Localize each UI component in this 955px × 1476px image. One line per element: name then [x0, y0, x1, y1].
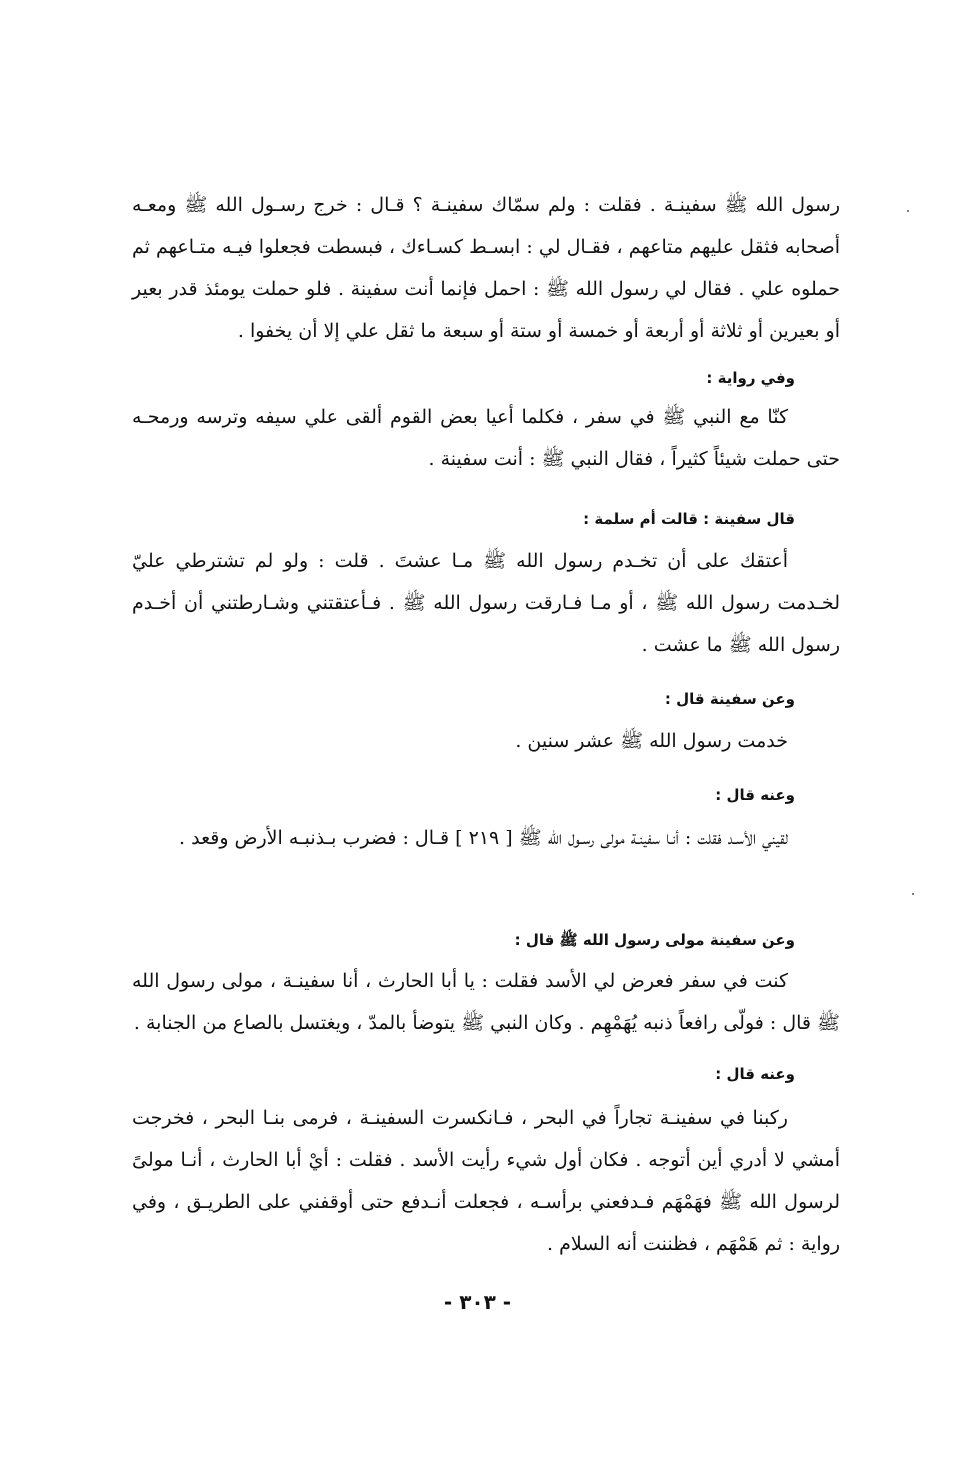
body-text: أعتقك على أن تخـدم رسول الله ﷺ مـا عشتَ . قلت : ولو لم تشترطي عليّ لخـدمت رسول الله ﷺ ، أو مـا فـارقت رسول الله ﷺ . فـأعتقتني وشـارطتني أن أخـدم رسول الله ﷺ ما عشت .: [132, 550, 840, 656]
paragraph-2: [132, 396, 840, 480]
section-heading: قال سفينة : قالت أم سلمة :: [583, 510, 795, 528]
body-text: ركبنا في سفينـة تجاراً في البحر ، فـانكسرت السفينـة ، فرمى بنـا البحر ، فخرجت أمشي لا أدري أين أتوجه . فكان أول شيء رأيت الأسد . فقلت : أيْ أبا الحارث ، أنـا مولىً لرسول الله ﷺ فهَمْهَم فـدفعني برأسـه ، فجعلت أنـدفع حتى أوقفني على الطريـق ، وفي رواية : ثم هَمْهَم ، فظننت أنه السلام .: [132, 1107, 840, 1255]
heading-safina-qal: [132, 688, 840, 710]
paragraph-1: [132, 184, 840, 352]
section-heading: وعنه قال :: [715, 786, 795, 804]
body-text: لقيني الأسـد فقلت : أنـا سفينـة مولى رسـول الله ﷺ [ ٢١٩ ] قـال : فضرب بـذنبـه الأرض وقعد .: [179, 827, 788, 849]
paragraph-6: [132, 960, 840, 1044]
heading-wa-anhu-qal-2: [132, 1063, 840, 1085]
heading-mawla: [132, 929, 840, 951]
heading-wa-fi-riwaya: [132, 367, 840, 389]
body-text: رسول الله ﷺ سفينـة . فقلت : ولم سمّاك سفينـة ؟ قـال : خرج رسـول الله ﷺ ومعـه أصحابه فثقل عليهم متاعهم ، فقـال لي : ابسـط كسـاءك ، فبسطت فجعلوا فيـه متـاعهم ثم حملوه علي . فقال لي رسول الله ﷺ : احمل فإنما أنت سفينة . فلو حملت يومئذ قدر بعير أو بعيرين أو ثلاثة أو أربعة أو خمسة أو ستة أو سبعة ما ثقل علي إلا أن يخفوا .: [132, 194, 841, 342]
heading-wa-anhu-qal-1: [132, 784, 840, 806]
body-text: خدمت رسول الله ﷺ عشر سنين .: [515, 730, 788, 752]
paragraph-3: [132, 540, 840, 666]
body-text: كنّا مع النبي ﷺ في سفر ، فكلما أعيا بعض القوم ألقى علي سيفه وترسه ورمحـه حتى حملت شيئاً كثيراً ، فقال النبي ﷺ : أنت سفينة .: [132, 406, 840, 470]
page-number: - ٣٠٣ -: [443, 1290, 512, 1314]
section-heading: وعنه قال :: [715, 1065, 795, 1083]
scan-speck: [912, 893, 914, 895]
scan-speck: [907, 210, 909, 212]
paragraph-4: [132, 720, 840, 762]
body-text: كنت في سفر فعرض لي الأسد فقلت : يا أبا الحارث ، أنا سفينـة ، مولى رسول الله ﷺ قال : فولّى رافعاً ذنبه يُهَمْهِم . وكان النبي ﷺ يتوضأ بالمدّ ، ويغتسل بالصاع من الجنابة .: [132, 970, 840, 1034]
heading-umm-salama: [132, 508, 840, 530]
section-heading: وعن سفينة قال :: [664, 690, 795, 708]
section-heading: وفي رواية :: [706, 369, 795, 387]
paragraph-7: [132, 1097, 840, 1265]
paragraph-5: [132, 817, 840, 859]
section-heading: وعن سفينة مولى رسول الله ﷺ قال :: [514, 931, 795, 949]
